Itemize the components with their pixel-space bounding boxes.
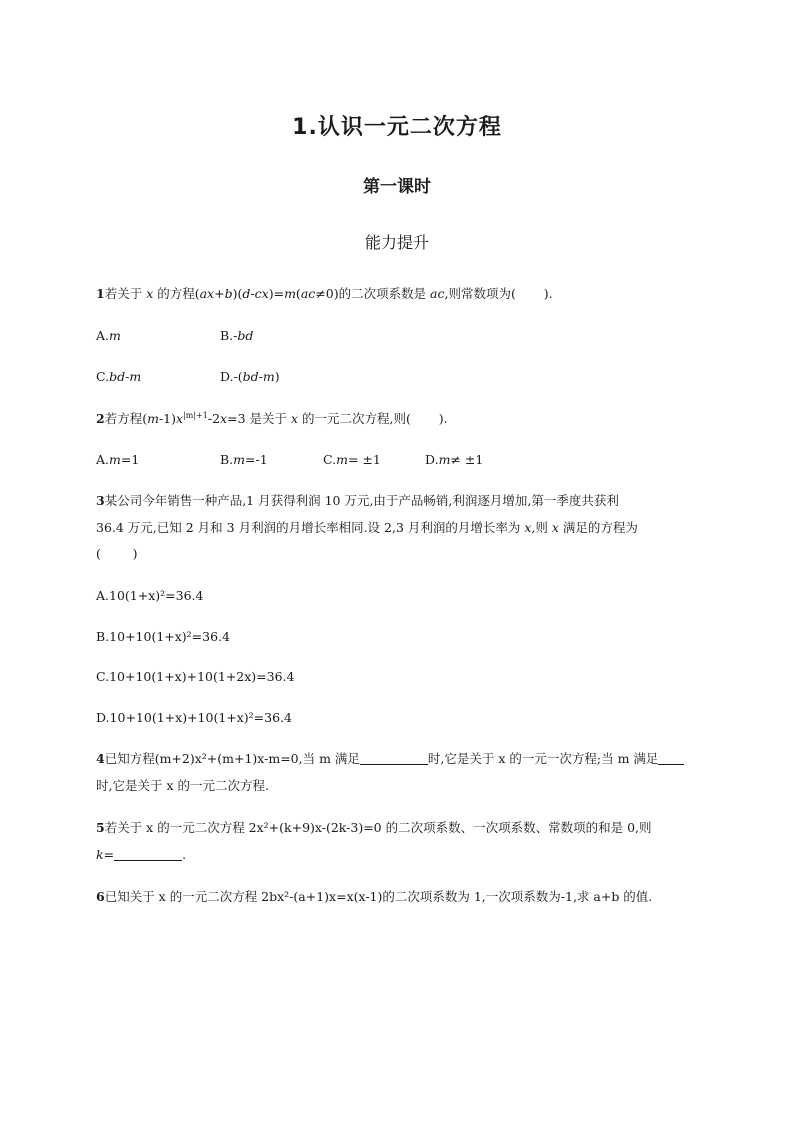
question-number: 2 [96, 411, 105, 426]
option-d[interactable]: D.10+10(1+x)+10(1+x)²=36.4 [96, 710, 292, 725]
question-1-options-row-2 [96, 368, 706, 386]
question-2-options [96, 451, 706, 469]
fill-blank-2[interactable] [658, 752, 684, 765]
question-2: 2若方程$(m-1)x^{|m|+1}-2x=3$ 是关于 x 的一元二次方程,则( ). [96, 411, 448, 426]
option-c[interactable]: C.bd-m [96, 369, 142, 384]
question-6: 6已知关于 x 的一元二次方程 2bx²-(a+1)x=x(x-1)的二次项系数为 1,一次项系数为-1,求 a+b 的值. [96, 889, 653, 904]
question-1: 1若关于 x 的方程(ax+b)(d-cx)=m(ac≠0)的二次项系数是 ac,则常数项为( ). [96, 286, 553, 301]
answer-blank[interactable] [411, 411, 439, 426]
option-a[interactable]: A.10(1+x)²=36.4 [96, 588, 204, 603]
question-4-line-2: 时,它是关于 x 的一元二次方程. [96, 778, 269, 793]
question-number: 3 [96, 493, 105, 508]
option-c[interactable]: C.m= ±1 [323, 452, 381, 467]
question-1-options-row-1 [96, 327, 706, 345]
question-number: 6 [96, 889, 105, 904]
option-c[interactable]: C.10+10(1+x)+10(1+2x)=36.4 [96, 669, 295, 684]
question-4: 4已知方程(m+2)x²+(m+1)x-m=0,当 m 满足 时,它是关于 x 的一元一次方程;当 m 满足 [96, 750, 706, 768]
question-number: 5 [96, 820, 105, 835]
fill-blank-k[interactable] [114, 848, 182, 861]
option-b[interactable]: B.10+10(1+x)²=36.4 [96, 629, 230, 644]
option-b[interactable]: B.-bd [220, 328, 254, 343]
option-b[interactable]: B.m=-1 [220, 452, 268, 467]
question-5-line-2: k= . [96, 847, 187, 862]
question-number: 1 [96, 286, 105, 301]
option-d[interactable]: D.m≠ ±1 [425, 452, 484, 467]
option-d[interactable]: D.-(bd-m) [220, 369, 280, 384]
question-3-line-2: 36.4 万元,已知 2 月和 3 月利润的月增长率相同.设 2,3 月利润的月增长率为 x,则 x 满足的方程为 [96, 520, 638, 535]
question-3: 3某公司今年销售一种产品,1 月获得利润 10 万元,由于产品畅销,利润逐月增加,第一季度共获利 [96, 493, 619, 508]
question-5: 5若关于 x 的一元二次方程 2x²+(k+9)x-(2k-3)=0 的二次项系数、一次项系数、常数项的和是 0,则 [96, 820, 652, 835]
section-heading: 能力提升 [364, 233, 429, 252]
option-a[interactable]: A.m=1 [96, 452, 140, 467]
lesson-subtitle: 第一课时 [363, 177, 431, 197]
question-number: 4 [96, 751, 105, 766]
page-title: 1.认识一元二次方程 [292, 115, 502, 140]
fill-blank-1[interactable] [360, 752, 428, 765]
answer-blank[interactable] [516, 286, 544, 301]
answer-blank[interactable]: ( ) [96, 546, 138, 561]
option-a[interactable]: A.m [96, 328, 121, 343]
